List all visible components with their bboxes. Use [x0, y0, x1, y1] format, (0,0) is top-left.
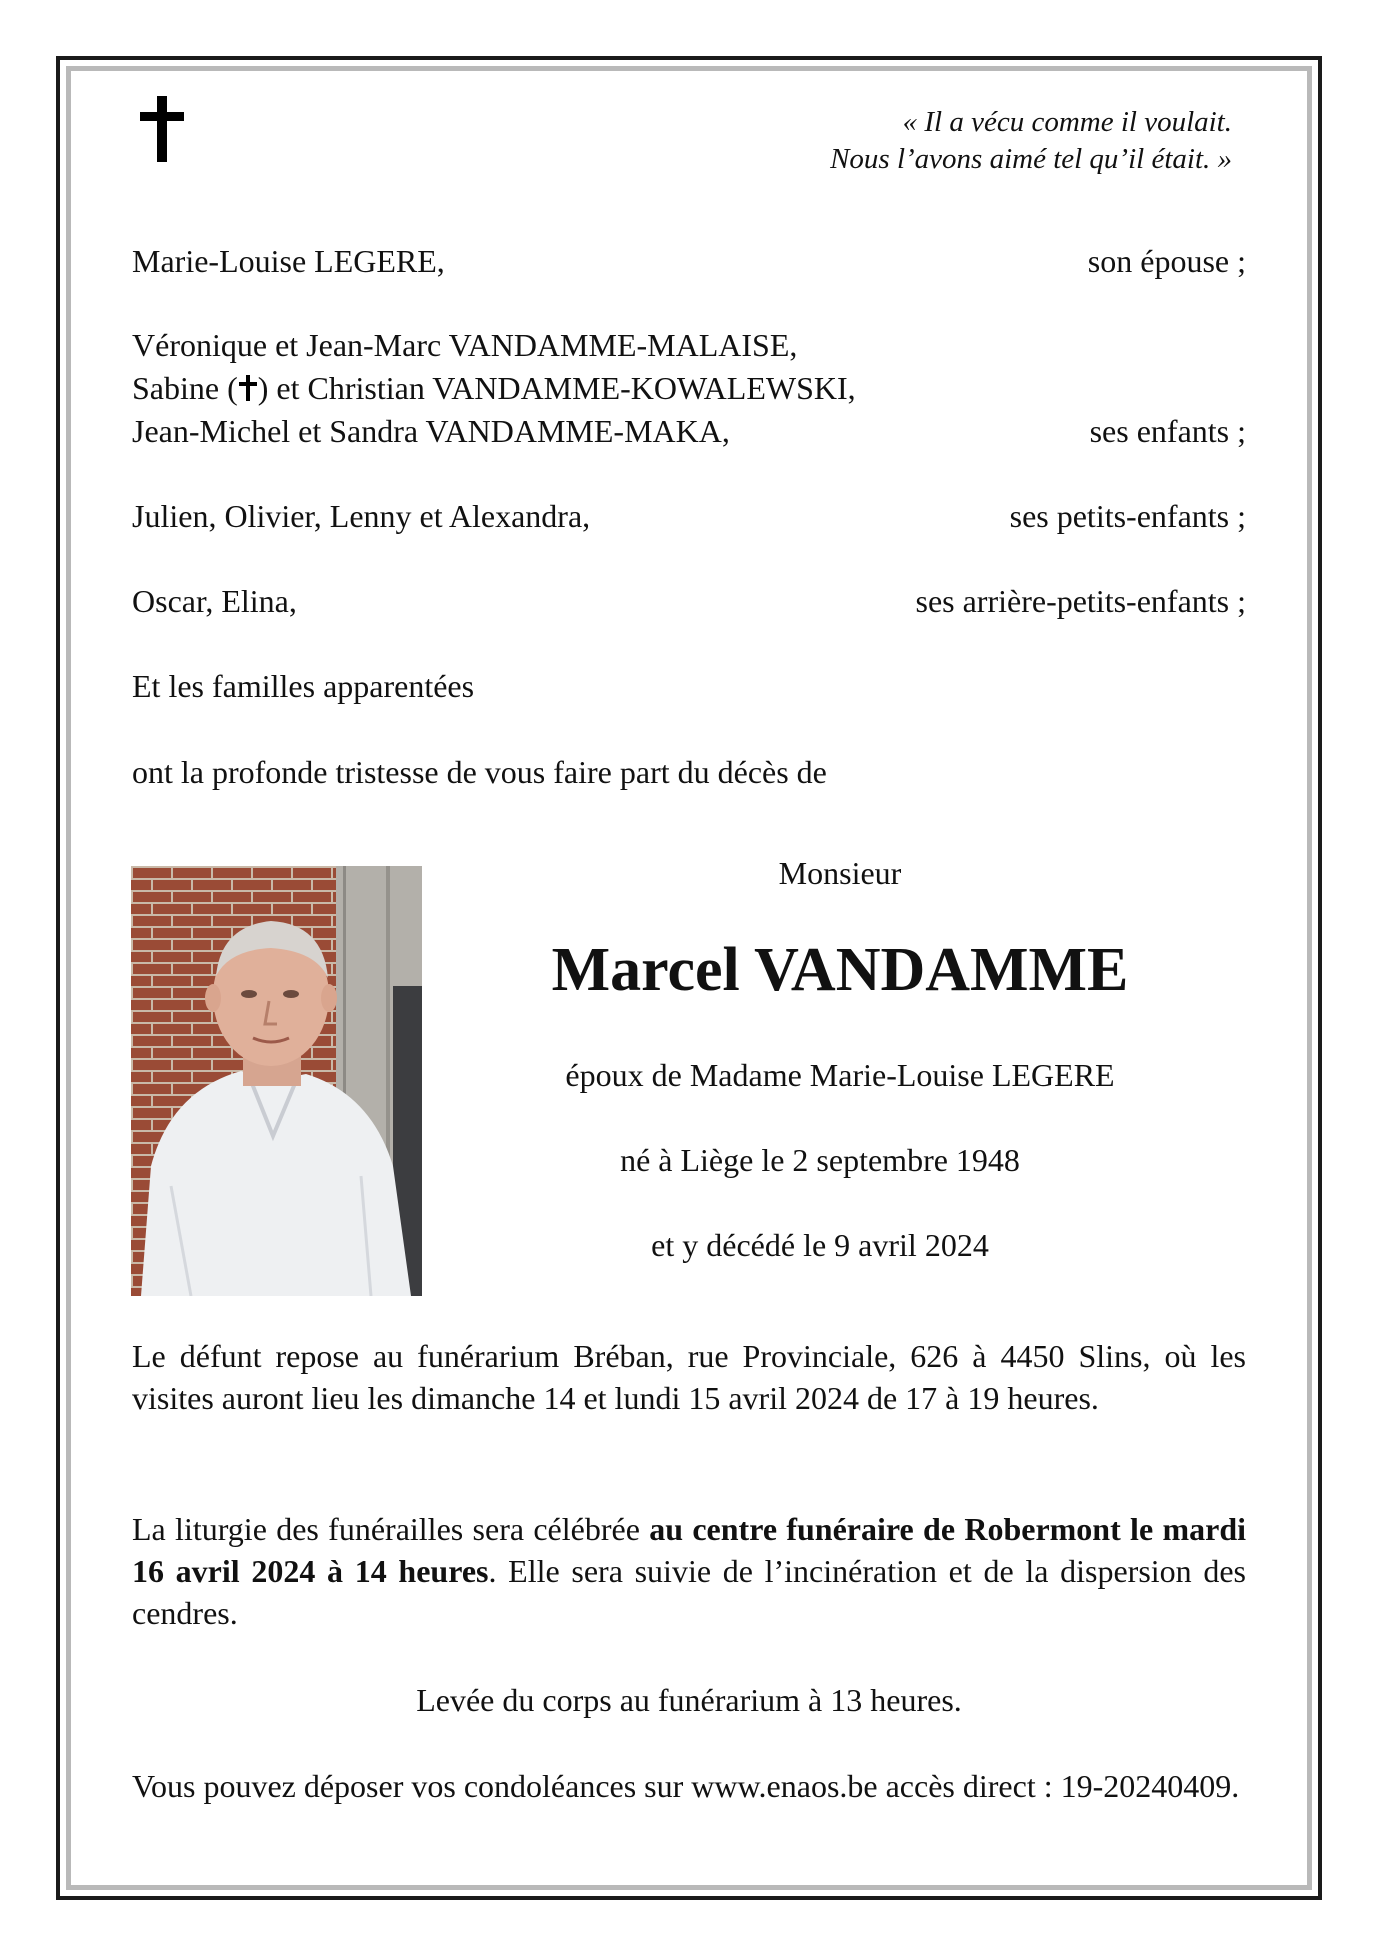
- levee-line: Levée du corps au funérarium à 13 heures.: [416, 1682, 962, 1718]
- liturgy-suffix: . Elle sera suivie de l’incinération et de la dispersion des cendres.: [132, 1553, 1247, 1631]
- children-line-2a: Sabine (: [132, 370, 238, 406]
- condolences-paragraph: Vous pouvez déposer vos condoléances sur www.enaos.be accès direct : 19-20240409.: [132, 1768, 1240, 1804]
- grandchildren-role: ses petits-enfants ;: [1009, 498, 1246, 534]
- title-monsieur: Monsieur: [778, 855, 902, 891]
- grandchildren-names: Julien, Olivier, Lenny et Alexandra,: [132, 498, 591, 534]
- quote-line-1: « Il a vécu comme il voulait.: [902, 106, 1232, 138]
- death-line: et y décédé le 9 avril 2024: [651, 1227, 989, 1263]
- children-role: ses enfants ;: [1089, 413, 1246, 449]
- visitation-paragraph: Le défunt repose au funérarium Bréban, rue Provinciale, 626 à 4450 Slins, où les visites auront lieu les dimanche 14 et lundi 15 avril 2024 de 17 à 19 heures.: [132, 1338, 1246, 1416]
- children-line-3: Jean-Michel et Sandra VANDAMME-MAKA,: [132, 413, 730, 449]
- birth-line: né à Liège le 2 septembre 1948: [620, 1142, 1020, 1178]
- great-grandchildren-names: Oscar, Elina,: [132, 583, 297, 619]
- relatives-line: Et les familles apparentées: [132, 668, 475, 704]
- children-line-1: Véronique et Jean-Marc VANDAMME-MALAISE,: [132, 327, 798, 363]
- children-line-2b: ) et Christian VANDAMME-KOWALEWSKI,: [257, 370, 856, 406]
- children-line-2: [132, 367, 856, 409]
- deceased-photo: [131, 866, 422, 1296]
- announcement-line: ont la profonde tristesse de vous faire part du décès de: [132, 754, 827, 790]
- spouse-role: son épouse ;: [1087, 243, 1246, 279]
- cross-icon: [140, 96, 184, 162]
- spouse-of-line: époux de Madame Marie-Louise LEGERE: [565, 1057, 1115, 1093]
- liturgy-paragraph: [132, 1508, 1246, 1634]
- deceased-name: Marcel VANDAMME: [551, 936, 1129, 1004]
- spouse-name: Marie-Louise LEGERE,: [132, 243, 445, 279]
- liturgy-prefix: La liturgie des funérailles sera célébrée: [132, 1511, 650, 1547]
- quote-line-2: Nous l’avons aimé tel qu’il était. »: [830, 143, 1232, 175]
- small-cross-icon: [239, 375, 257, 401]
- great-grandchildren-role: ses arrière-petits-enfants ;: [915, 583, 1246, 619]
- epigraph-quote: [830, 104, 1232, 178]
- liturgy-bold: au centre funéraire de Robermont le mardi 16 avril 2024 à 14 heures: [132, 1511, 1247, 1589]
